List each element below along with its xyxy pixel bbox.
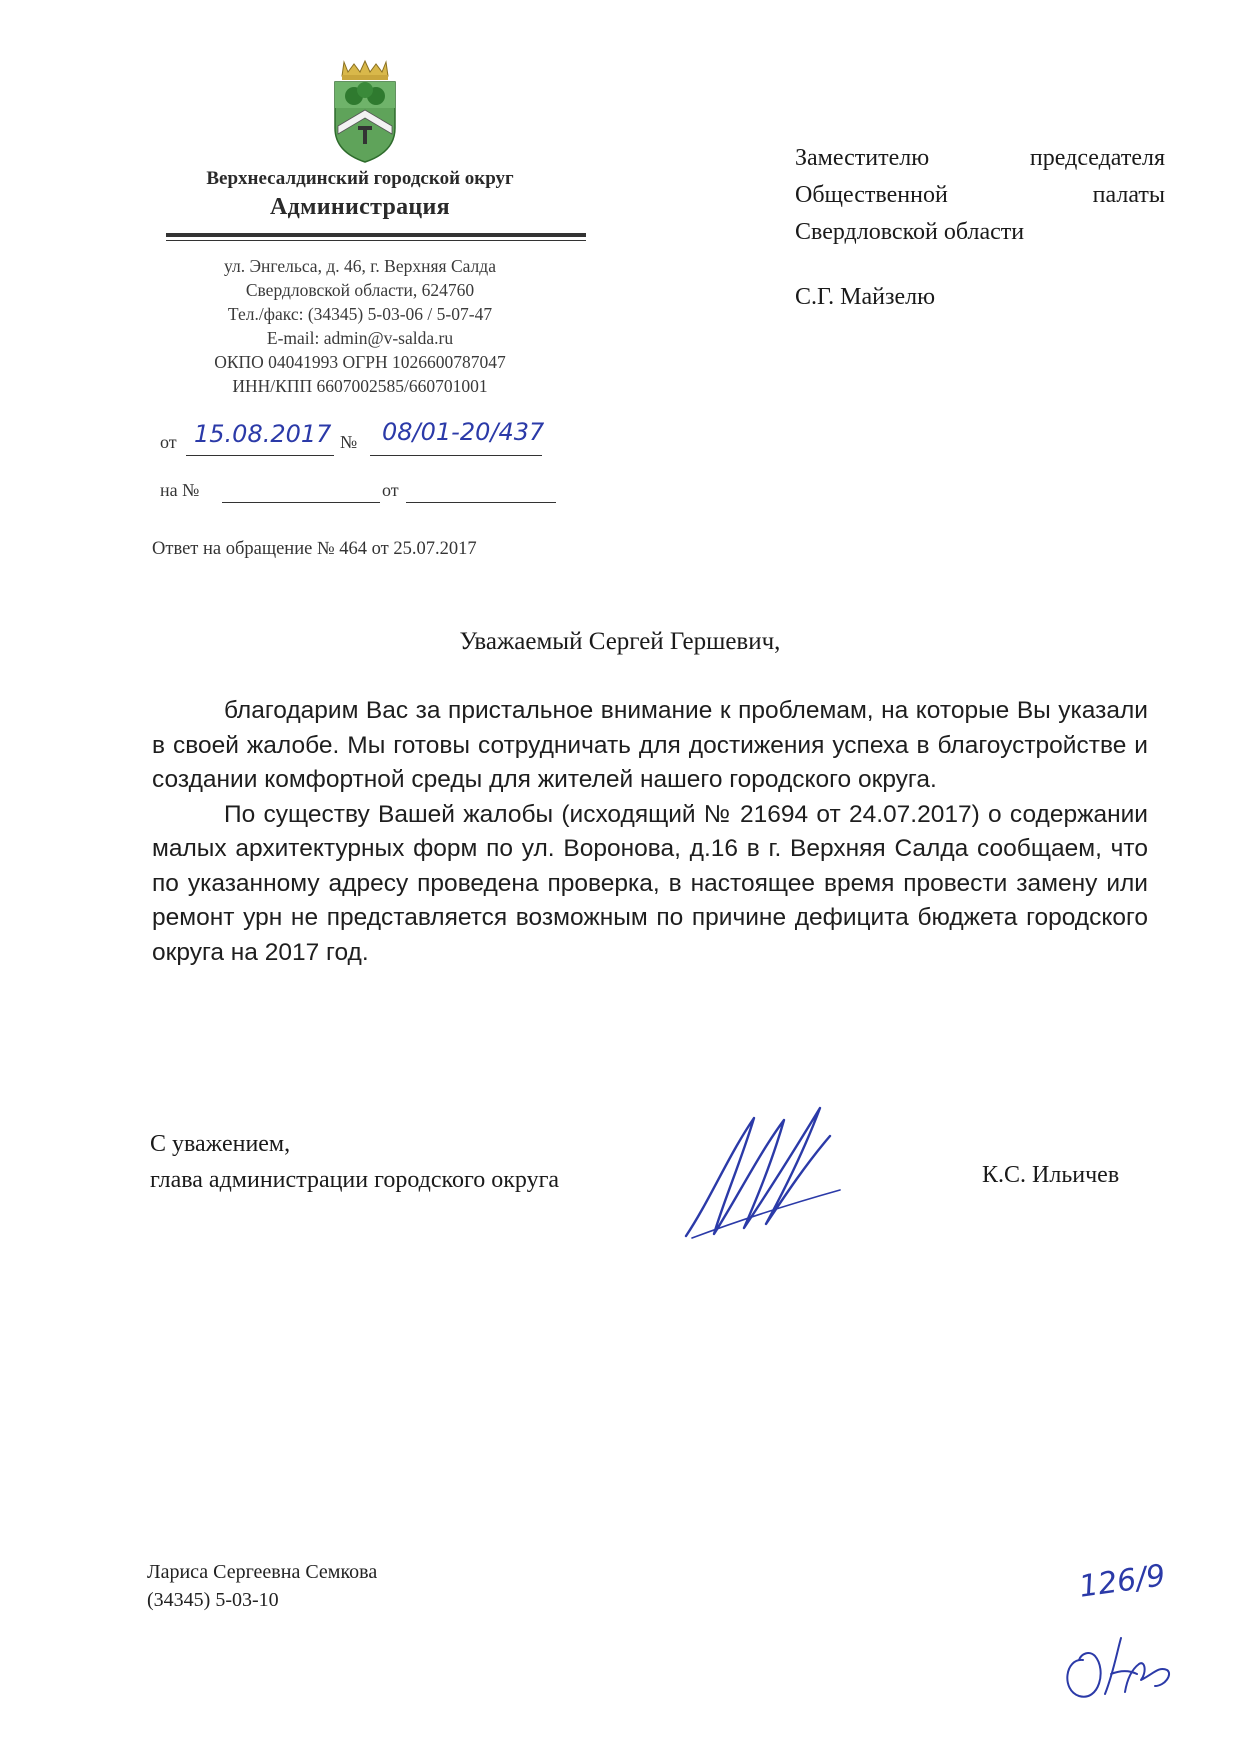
incoming-reference <box>160 478 620 508</box>
letter-body <box>152 694 1148 970</box>
recipient-line: Заместителю председателя <box>795 145 1165 171</box>
closing-line: глава администрации городского округа <box>150 1167 560 1193</box>
letterhead-address <box>140 254 580 398</box>
address-line: ИНН/КПП 6607002585/660701001 <box>232 376 488 396</box>
outgoing-number: 08/01-20/437 <box>382 418 545 446</box>
letterhead-divider-thin <box>166 240 586 241</box>
address-line: ул. Энгельса, д. 46, г. Верхняя Салда <box>224 256 496 276</box>
outgoing-date: 15.08.2017 <box>194 420 332 448</box>
letterhead-divider <box>166 233 586 237</box>
recipient-line: Свердловской области <box>795 219 1025 245</box>
signer-name: К.С. Ильичев <box>982 1162 1120 1188</box>
initials-icon <box>1055 1630 1185 1710</box>
reply-note: Ответ на обращение № 464 от 25.07.2017 <box>152 539 477 559</box>
address-line: Свердловской области, 624760 <box>245 280 475 300</box>
from-label: от <box>160 432 177 452</box>
address-line: ОКПО 04041993 ОГРН 1026600787047 <box>214 352 506 372</box>
handwritten-mark <box>1065 1560 1185 1620</box>
closing-line: С уважением, <box>150 1131 291 1157</box>
contact-phone: (34345) 5-03-10 <box>147 1589 279 1611</box>
to-date-label: от <box>382 480 399 500</box>
contact-name: Лариса Сергеевна Семкова <box>147 1561 378 1583</box>
coat-of-arms-icon <box>330 56 400 166</box>
outgoing-reference <box>160 418 620 458</box>
contact-block <box>147 1558 377 1614</box>
handwritten-number: 126/9 <box>1076 1558 1168 1605</box>
recipient-line: Общественной палаты <box>795 182 1165 208</box>
greeting: Уважаемый Сергей Гершевич, <box>459 628 781 655</box>
number-label: № <box>340 432 358 452</box>
paragraph: По существу Вашей жалобы (исходящий № 21694 от 24.07.2017) о содержании малых архитектурных форм по ул. Воронова, д.16 в г. Верхняя Салда сообщаем, что по указанному адресу проведена проверка, в настоящее время провести замену или ремонт урн не представляется возможным по причине дефицита бюджета городского округа на 2017 год. <box>152 800 1148 966</box>
to-number-label: на № <box>160 480 200 500</box>
paragraph: благодарим Вас за пристальное внимание к проблемам, на которые Вы указали в своей жалобе. Мы готовы сотрудничать для достижения успеха в благоустройстве и создании комфортной среды для жителей нашего городского округа. <box>152 697 1148 793</box>
recipient-block <box>795 140 1165 251</box>
address-line: E-mail: admin@v-salda.ru <box>266 328 454 348</box>
closing <box>150 1126 559 1198</box>
district-name: Верхнесалдинский городской округ <box>206 168 514 189</box>
recipient-name: С.Г. Майзелю <box>795 284 936 310</box>
address-line: Тел./факс: (34345) 5-03-06 / 5-07-47 <box>227 304 493 324</box>
signature-icon <box>670 1100 870 1250</box>
organization-name: Администрация <box>270 194 450 220</box>
